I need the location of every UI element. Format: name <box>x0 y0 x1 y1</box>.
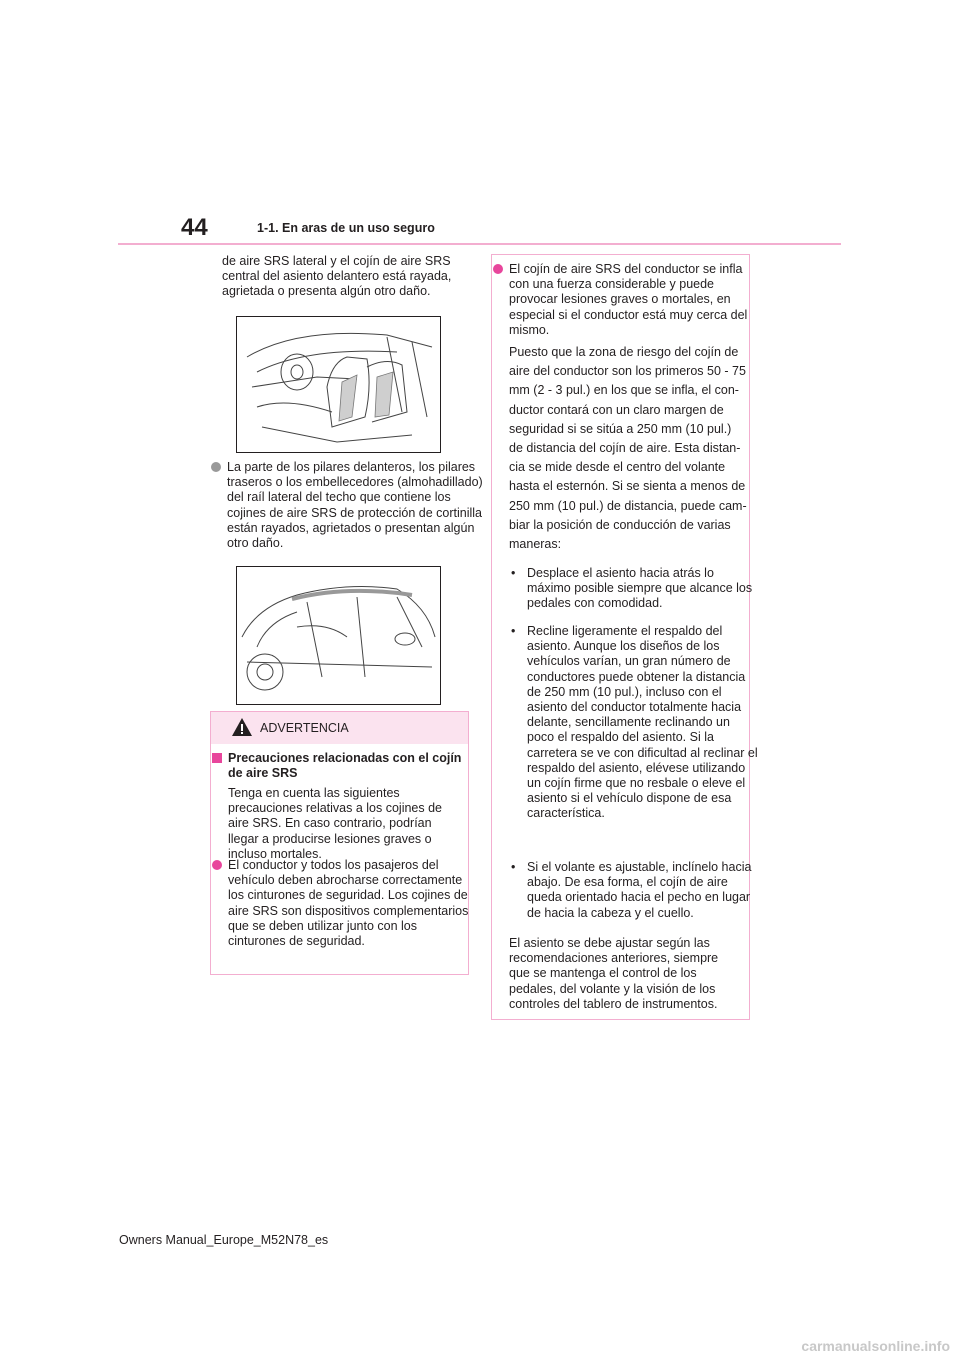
page-number: 44 <box>181 214 208 241</box>
para-line: de distancia del cojín de aire. Esta distan- <box>509 441 741 456</box>
para-line: maneras: <box>509 537 562 552</box>
bullet-icon <box>493 264 503 274</box>
warning-paragraph: Tenga en cuenta las siguientes precauciones relativas a los cojines de aire SRS. En caso contrario, podrían llegar a producirse lesiones graves o incluso mortales. <box>228 786 443 861</box>
right-bullet-item <box>493 262 757 338</box>
figure-car-side-curtain <box>236 566 441 705</box>
warning-bullet-text: El conductor y todos los pasajeros del vehículo deben abrocharse correctamente los cinturones de seguridad. Los cojines de aire SRS son dispositivos complementarios que se deben utilizar junto con los cinturones de seguridad. <box>228 858 469 949</box>
left-bullet-item <box>211 460 483 551</box>
right-paragraph <box>509 343 747 554</box>
header-rule <box>118 243 841 245</box>
dash-bullet: • <box>511 860 516 874</box>
para-line: ductor contará con un claro margen de <box>509 402 724 417</box>
para-line: seguridad si se sitúa a 250 mm (10 pul.) <box>509 421 732 436</box>
warning-triangle-icon <box>231 717 253 737</box>
section-title: 1-1. En aras de un uso seguro <box>257 221 435 235</box>
dash-bullet: • <box>511 624 516 638</box>
dash-text-1: Desplace el asiento hacia atrás lo máximo posible siempre que alcance los pedales con comodidad. <box>527 566 753 611</box>
car-illustration <box>237 567 440 704</box>
warning-bullet-item <box>212 858 476 949</box>
dash-item-3 <box>509 860 759 921</box>
dash-item-2 <box>509 624 759 822</box>
para-line: aire del conductor son los primeros 50 - 75 <box>509 364 746 379</box>
footer: Owners Manual_Europe_M52N78_es <box>119 1233 329 1247</box>
warning-heading: Precauciones relacionadas con el cojín de aire SRS <box>228 751 462 781</box>
dash-text-2: Recline ligeramente el respaldo del asiento. Aunque los diseños de los vehículos varían, un gran número de conductores puede obtener la distancia de 250 mm (10 pul.), incluso con el asiento del conductor totalmente hacia delante, sencillamente reclinando un poco el respaldo del asiento. Si la carretera se ve con dificultad al reclinar el respaldo del asiento, elévese utilizando un cojín firme que no resbale o eleve el asiento si el vehículo dispone de esa característica. <box>527 624 758 821</box>
para-line: 250 mm (10 pul.) de distancia, puede cam- <box>509 498 747 513</box>
bullet-icon <box>211 462 221 472</box>
square-bullet-icon <box>212 753 222 763</box>
intro-text: de aire SRS lateral y el cojín de aire SRS central del asiento delantero está rayada, agrietada o presenta algún otro daño. <box>222 254 452 299</box>
warning-box <box>210 711 469 975</box>
interior-illustration <box>237 317 440 452</box>
para-line: mm (2 - 3 pul.) en los que se infla, el con- <box>509 383 739 398</box>
right-bullet-text: El cojín de aire SRS del conductor se infla con una fuerza considerable y puede provocar lesiones graves o mortales, en especial si el conductor está muy cerca del mismo. <box>509 262 748 337</box>
dash-text-3: Si el volante es ajustable, inclínelo hacia abajo. De esa forma, el cojín de aire queda orientado hacia el pecho en lugar de hacia la cabeza y el cuello. <box>527 860 752 920</box>
left-bullet-text: La parte de los pilares delanteros, los pilares traseros o los embellecedores (almohadillado) del raíl lateral del techo que contiene los cojines de aire SRS de protección de cortinilla están rayados, agrietados o presentan algún otro daño. <box>227 460 483 551</box>
closing-paragraph: El asiento se debe ajustar según las recomendaciones anteriores, siempre que se mantenga el control de los pedales, del volante y la visión de los controles del tablero de instrumentos. <box>509 936 719 1011</box>
dash-item-1 <box>509 566 759 612</box>
para-line: hasta el esternón. Si se sienta a menos de <box>509 479 746 494</box>
warning-title: ADVERTENCIA <box>260 721 349 735</box>
watermark: carmanualsonline.info <box>801 1338 950 1354</box>
para-line: Puesto que la zona de riesgo del cojín de <box>509 345 739 359</box>
dash-bullet: • <box>511 566 516 580</box>
figure-interior-front-seats <box>236 316 441 453</box>
para-line: cia se mide desde el centro del volante <box>509 460 726 475</box>
para-line: biar la posición de conducción de varias <box>509 517 731 532</box>
right-warning-continuation <box>491 254 758 1020</box>
bullet-icon <box>212 860 222 870</box>
warning-heading-item <box>212 751 476 781</box>
warning-header <box>211 712 468 744</box>
